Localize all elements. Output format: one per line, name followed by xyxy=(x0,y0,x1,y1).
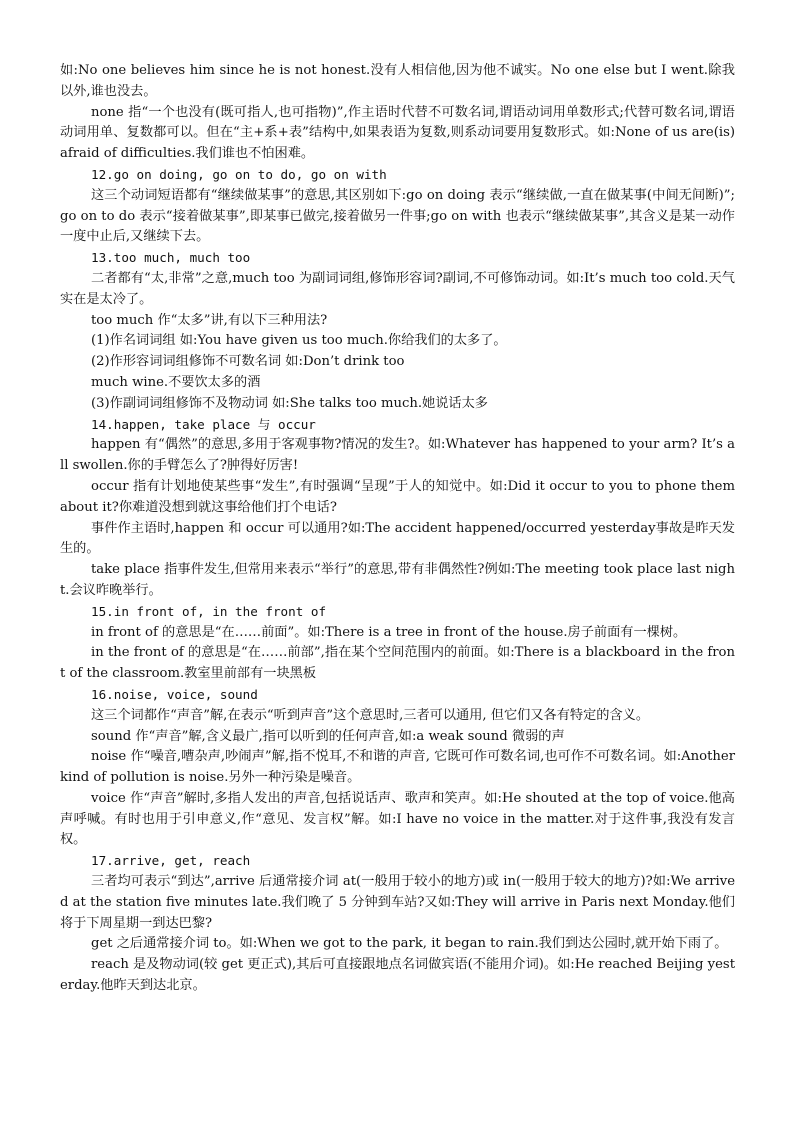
paragraph-in-front-of: in front of 的意思是“在……前面”。如:There is a tree in front of the house.房子前面有一棵树。 xyxy=(91,624,687,640)
heading-15-in-front: 15.in front of, in the front of xyxy=(91,603,327,619)
paragraph-sound: sound 作“声音”解,含义最广,指可以听到的任何声音,如:a weak sound 微弱的声 xyxy=(91,728,565,744)
paragraph-get: get 之后通常接介词 to。如:When we got to the park, it began to rain.我们到达公园时,就开始下雨了。 xyxy=(91,936,728,952)
paragraph-voice: voice 作“声音”解时,多指人发出的声音,包括说话声、歌声和笑声。如:He shouted at the top of voice.他高声呼喊。有时也用于引申意义,作“意见、发言权”解。如:I have no voice in the matter.对于这件事,我没有发言权。 xyxy=(60,790,735,848)
heading-17-arrive: 17.arrive, get, reach xyxy=(91,853,251,869)
paragraph-occur: occur 指有计划地使某些事“发生”,有时强调“呈现”于人的知觉中。如:Did it occur to you to phone them about it?你难道没想到就这事给他们打个电话? xyxy=(60,478,735,515)
paragraph-reach: reach 是及物动词(较 get 更正式),其后可直接跟地点名词做宾语(不能用介词)。如:He reached Beijing yesterday.他昨天到达北京。 xyxy=(60,957,735,994)
heading-16-noise: 16.noise, voice, sound xyxy=(91,686,258,702)
paragraph-usage-2-cont: much wine.不要饮太多的酒 xyxy=(91,374,261,390)
heading-14-happen: 14.happen, take place 与 occur xyxy=(91,416,316,432)
paragraph-usage-3: (3)作副词词组修饰不及物动词 如:She talks too much.她说话太多 xyxy=(91,395,488,411)
paragraph-happen: happen 有“偶然”的意思,多用于客观事物?情况的发生?。如:Whatever has happened to your arm? It’s all swollen.你的手臂怎么了?肿得好厉害! xyxy=(60,437,735,474)
paragraph-take-place: take place 指事件发生,但常用来表示“举行”的意思,带有非偶然性?例如:The meeting took place last night.会议昨晚举行。 xyxy=(60,562,735,598)
paragraph-too-much-usage: too much 作“太多”讲,有以下三种用法? xyxy=(91,312,328,328)
heading-13-too-much: 13.too much, much too xyxy=(91,250,251,266)
heading-12-go-on: 12.go on doing, go on to do, go on with xyxy=(91,166,387,182)
paragraph-in-the-front-of: in the front of 的意思是“在……前部”,指在某个空间范围内的前面。如:There is a blackboard in the front of the classroom.教室里前部有一块黑板 xyxy=(60,645,735,682)
paragraph-much-too: 二者都有“太,非常”之意,much too 为副词词组,修饰形容词?副词,不可修饰动词。如:It’s much too cold.天气实在是太冷了。 xyxy=(60,270,735,307)
paragraph-arrive: 三者均可表示“到达”,arrive 后通常接介词 at(一般用于较小的地方)或 in(一般用于较大的地方)?如:We arrived at the station five minutes late.我们晚了 5 分钟到车站?又如:They will arrive in Paris next Monday.他们将于下周星期一到达巴黎? xyxy=(60,874,735,931)
paragraph-happen-occur: 事件作主语时,happen 和 occur 可以通用?如:The accident happened/occurred yesterday事故是昨天发生的。 xyxy=(60,520,735,557)
document-page xyxy=(60,61,735,997)
paragraph-noise: noise 作“噪音,嘈杂声,吵闹声”解,指不悦耳,不和谐的声音, 它既可作可数名词,也可作不可数名词。如:Another kind of pollution is noise.另外一种污染是噪音。 xyxy=(60,749,735,786)
paragraph-sound-words: 这三个词都作“声音”解,在表示“听到声音”这个意思时,三者可以通用, 但它们又各有特定的含义。 xyxy=(91,707,650,723)
paragraph-usage-1: (1)作名词词组 如:You have given us too much.你给我们的太多了。 xyxy=(91,333,507,349)
paragraph-none: none 指“一个也没有(既可指人,也可指物)”,作主语时代替不可数名词,谓语动词用单数形式;代替可数名词,谓语动词用单、复数都可以。但在“主+系+表”结构中,如果表语为复数,则系动词要用复数形式。如:None of us are(is) afraid of difficulties.我们谁也不怕困难。 xyxy=(60,104,735,162)
paragraph-go-on: 这三个动词短语都有“继续做某事”的意思,其区别如下:go on doing 表示“继续做,一直在做某事(中间无间断)”;go on to do 表示“接着做某事”,即某事已做完,接着做另一件事;go on with 也表示“继续做某事”,其含义是某一动作一度中止后,又继续下去。 xyxy=(60,187,735,245)
paragraph-usage-2: (2)作形容词词组修饰不可数名词 如:Don’t drink too xyxy=(91,354,405,370)
paragraph-no-one-else: 如:No one believes him since he is not honest.没有人相信他,因为他不诚实。No one else but I went.除我以外,谁也没去。 xyxy=(60,63,735,99)
